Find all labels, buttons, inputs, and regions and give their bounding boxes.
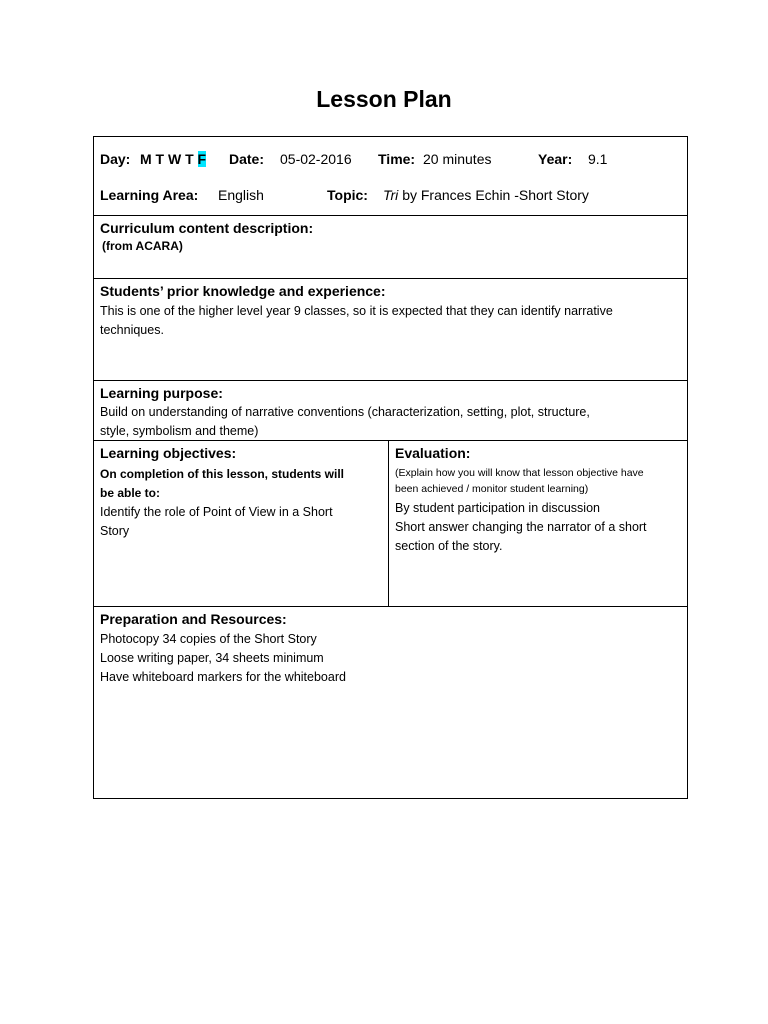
evaluation-line-2: Short answer changing the narrator of a short [395, 520, 647, 534]
selected-day: F [197, 151, 207, 167]
learning-purpose-line-2: style, symbolism and theme) [100, 424, 259, 438]
date-value: 05-02-2016 [280, 151, 352, 167]
resources-heading: Preparation and Resources: [100, 611, 287, 627]
date-label: Date: [229, 151, 265, 167]
day-label: Day: [100, 151, 131, 167]
page-title: Lesson Plan [316, 86, 452, 112]
topic-value [383, 187, 589, 203]
year-label: Year: [538, 151, 573, 167]
evaluation-note-1: (Explain how you will know that lesson objective have [395, 467, 644, 479]
day-selector [140, 151, 206, 167]
year-value: 9.1 [588, 151, 608, 167]
learning-purpose-section [94, 381, 687, 441]
resource-item: Photocopy 34 copies of the Short Story [100, 632, 317, 646]
objective-item-line-2: Story [100, 524, 130, 538]
objectives-heading: Learning objectives: [100, 445, 237, 461]
resource-item: Have whiteboard markers for the whiteboard [100, 670, 346, 684]
column-divider [388, 441, 389, 606]
objectives-intro-1: On completion of this lesson, students will [100, 467, 345, 481]
prior-knowledge-line-1: This is one of the higher level year 9 classes, so it is expected that they can identify narrative [100, 304, 613, 318]
curriculum-note: (from ACARA) [102, 239, 183, 253]
lesson-plan-table [93, 136, 688, 799]
learning-area-value: English [218, 187, 264, 203]
prior-knowledge-heading: Students’ prior knowledge and experience: [100, 283, 386, 299]
learning-purpose-heading: Learning purpose: [100, 385, 223, 401]
time-value: 20 minutes [423, 151, 492, 167]
curriculum-heading: Curriculum content description: [100, 220, 314, 236]
evaluation-note-2: been achieved / monitor student learning) [395, 483, 589, 495]
topic-rest: by Frances Echin -Short Story [402, 187, 589, 203]
evaluation-line-1: By student participation in discussion [395, 501, 600, 515]
resources-section [94, 607, 687, 798]
learning-purpose-line-1: Build on understanding of narrative conventions (characterization, setting, plot, structure, [100, 405, 590, 419]
header-section [94, 137, 687, 216]
topic-title: Tri [383, 187, 399, 203]
prior-knowledge-section [94, 279, 687, 381]
evaluation-heading: Evaluation: [395, 445, 471, 461]
objectives-intro-2: be able to: [100, 486, 161, 500]
curriculum-section [94, 216, 687, 279]
objectives-evaluation-section [94, 441, 687, 607]
evaluation-line-3: section of the story. [395, 539, 503, 553]
objective-item-line-1: Identify the role of Point of View in a Short [100, 505, 333, 519]
day-letters: M T W T [140, 151, 194, 167]
resource-item: Loose writing paper, 34 sheets minimum [100, 651, 324, 665]
prior-knowledge-line-2: techniques. [100, 323, 164, 337]
learning-area-label: Learning Area: [100, 187, 199, 203]
topic-label: Topic: [327, 187, 368, 203]
time-label: Time: [378, 151, 416, 167]
